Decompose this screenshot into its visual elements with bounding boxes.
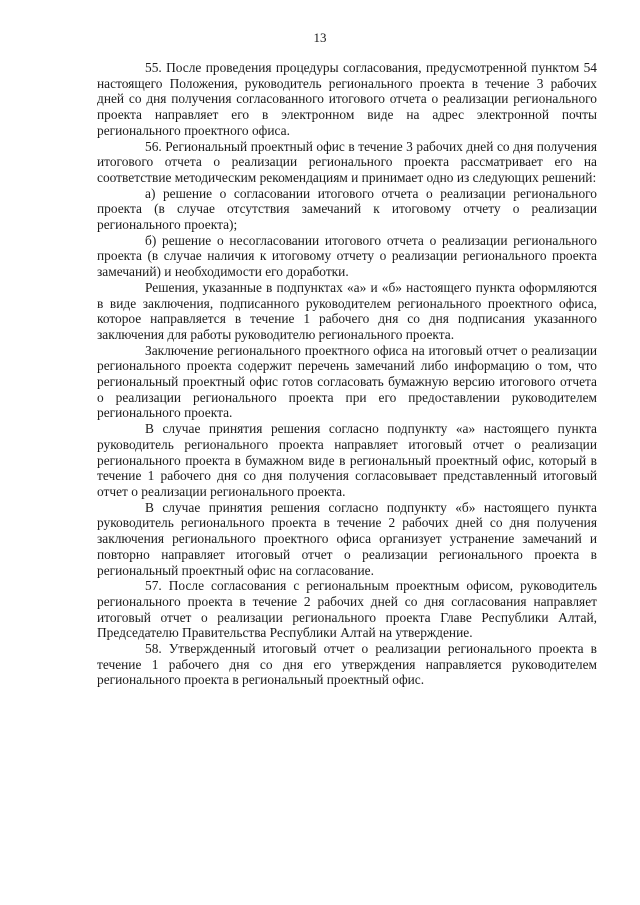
paragraph-56-subitem-a: а) решение о согласовании итогового отчета о реализации регионального проекта (в случае отсутствия замечаний к итоговому отчету о реализации регионального проекта); xyxy=(97,185,597,233)
paragraph-57: 57. После согласования с региональным проектным офисом, руководитель регионального проекта в течение 2 рабочих дней со дня согласования направляет итоговый отчет о реализации регионального проекта Главе Республики Алтай, Председателю Правительства Республики Алтай на утверждение. xyxy=(97,578,597,641)
document-body xyxy=(97,60,597,688)
paragraph-56-case-a: В случае принятия решения согласно подпункту «а» настоящего пункта руководитель регионального проекта направляет итоговый отчет о реализации регионального проекта в бумажном виде в региональный проектный офис, который в течение 1 рабочего дня со дня получения согласовывает представленный итоговый отчет о реализации регионального проекта. xyxy=(97,421,597,499)
paragraph-56-subitem-b: б) решение о несогласовании итогового отчета о реализации регионального проекта (в случае наличия к итоговому отчету о реализации регионального проекта замечаний) и необходимости его доработки. xyxy=(97,232,597,280)
paragraph-56-case-b: В случае принятия решения согласно подпункту «б» настоящего пункта руководитель регионального проекта в течение 2 рабочих дней со дня получения заключения регионального проектного офиса организует устранение замечаний и повторно направляет итоговый отчет о реализации регионального проекта в региональный проектный офис на согласование. xyxy=(97,499,597,578)
paragraph-56-conclusion-content: Заключение регионального проектного офиса на итоговый отчет о реализации регионального проекта содержит перечень замечаний либо информацию о том, что региональный проектный офис готов согласовать бумажную версию итогового отчета о реализации регионального проекта при его предоставлении руководителем регионального проекта. xyxy=(97,342,597,421)
paragraph-55: 55. После проведения процедуры согласования, предусмотренной пунктом 54 настоящего Положения, руководитель регионального проекта в течение 3 рабочих дней со дня получения согласованного итогового отчета о реализации регионального проекта направляет его в электронном виде на адрес электронной почты регионального проектного офиса. xyxy=(97,60,597,138)
paragraph-58: 58. Утвержденный итоговый отчет о реализации регионального проекта в течение 1 рабочего дня со дня его утверждения направляется руководителем регионального проекта в региональный проектный офис. xyxy=(97,641,597,688)
page-number: 13 xyxy=(313,30,327,45)
paragraph-56: 56. Региональный проектный офис в течение 3 рабочих дней со дня получения итогового отчета о реализации регионального проекта рассматривает его на соответствие методическим рекомендациям и принимает одно из следующих решений: xyxy=(97,138,597,185)
paragraph-56-decisions-form: Решения, указанные в подпунктах «а» и «б» настоящего пункта оформляются в виде заключения, подписанного руководителем регионального проектного офиса, которое направляется в течение 1 рабочего дня со дня подписания указанного заключения для работы руководителю регионального проекта. xyxy=(97,279,597,342)
